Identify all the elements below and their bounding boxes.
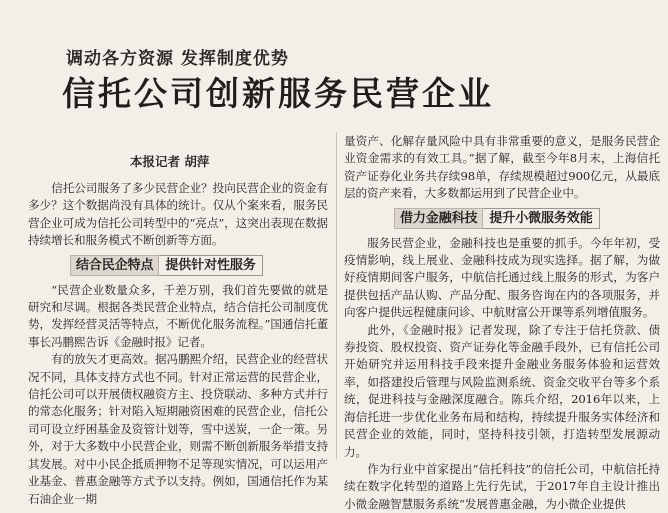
body-paragraph: 此外，《金融时报》记者发现，除了专注于信托贷款、债券投资、股权投资、资产证券化等金融手段外，已有信托公司开始研究并运用科技手段来提升金融业务服务体验和运营效率，如搭建投后管理与风险监测系统、资金交收平台等多个系统，促进科技与金融深度融合。陈兵介绍，2016年以来，上海信托进一步优化业务布局和结构，持续提升服务实体经济和民营企业的效能，同时，坚持科技引领，打造转型发展源动力。 <box>344 322 660 459</box>
section-heading-2-part-a: 借力金融科技 <box>394 208 483 229</box>
body-paragraph: 作为行业中首家提出“信托科技”的信托公司，中航信托持续在数字化转型的道路上先行先试，于2017年自主设计推出小微金融智慧服务系统“发展普惠金融，为小微企业提供 <box>344 461 660 511</box>
section-heading-2-part-b: 提升小微服务效能 <box>483 208 599 229</box>
article-kicker: 调动各方资源 发挥制度优势 <box>66 49 289 69</box>
body-paragraph: 服务民营企业，金融科技也是重要的抓手。今年年初，受疫情影响，线上展业、金融科技成为现实选择。据了解，为做好疫情期间客户服务，中航信托通过线上服务的形式，为客户提供包括产品认购、产品分配、服务咨询在内的各项服务，并向客户提供远程健康问诊、中航财富公开课等系列增值服务。 <box>344 235 660 320</box>
lead-paragraph: 信托公司服务了多少民营企业？投向民营企业的资金有多少？这个数据尚没有具体的统计。仅从个案来看，服务民营企业可成为信托公司转型中的“亮点”，这突出表现在数据持续增长和服务模式不断创新等方面。 <box>28 181 328 248</box>
section-heading-2 <box>394 208 660 230</box>
body-paragraph: 有的放矢才更高效。据冯鹏熙介绍，民营企业的经营状况不同，具体支持方式也不同。针对正常运营的民营企业，信托公司可以开展债权融资方主、投贷联动、多种方式并行的常态化服务；针对陷入短期融资困难的民营企业，信托公司可设立纾困基金及资管计划等，雪中送炭，一企一策。另外，对于大多数中小民营企业，则需不断创新服务举措支持其发展。对中小民企抵质押物不足等现实情况，可以运用产业基金、普惠金融等方式予以支持。例如，国通信托作为某石油企业一期 <box>28 352 328 506</box>
article-headline: 信托公司创新服务民营企业 <box>62 74 494 113</box>
section-heading-1-part-a: 结合民企特点 <box>70 255 159 276</box>
section-heading-1-part-b: 提供针对性服务 <box>159 255 262 276</box>
right-column <box>344 133 660 513</box>
column-divider <box>336 132 337 459</box>
body-paragraph: “民营企业数量众多，千差万别，我们首先要做的就是研究和尽调。根据各类民营企业特点，结合信托公司制度优势，发挥经营灵活等特点，不断优化服务流程。”国通信托董事长冯鹏熙告诉《金融时报》记者。 <box>28 282 328 349</box>
body-paragraph-continued: 量资产、化解存量风险中具有非常重要的意义，是服务民营企业资金需求的有效工具。”据了解，截至今年8月末，上海信托资产证券化业务共存续98单，存续规模超过900亿元，从最底层的资产来看，大多数都运用到了民营企业中。 <box>344 134 660 201</box>
article-byline: 本报记者 胡萍 <box>130 154 210 169</box>
section-heading-1 <box>70 255 328 277</box>
